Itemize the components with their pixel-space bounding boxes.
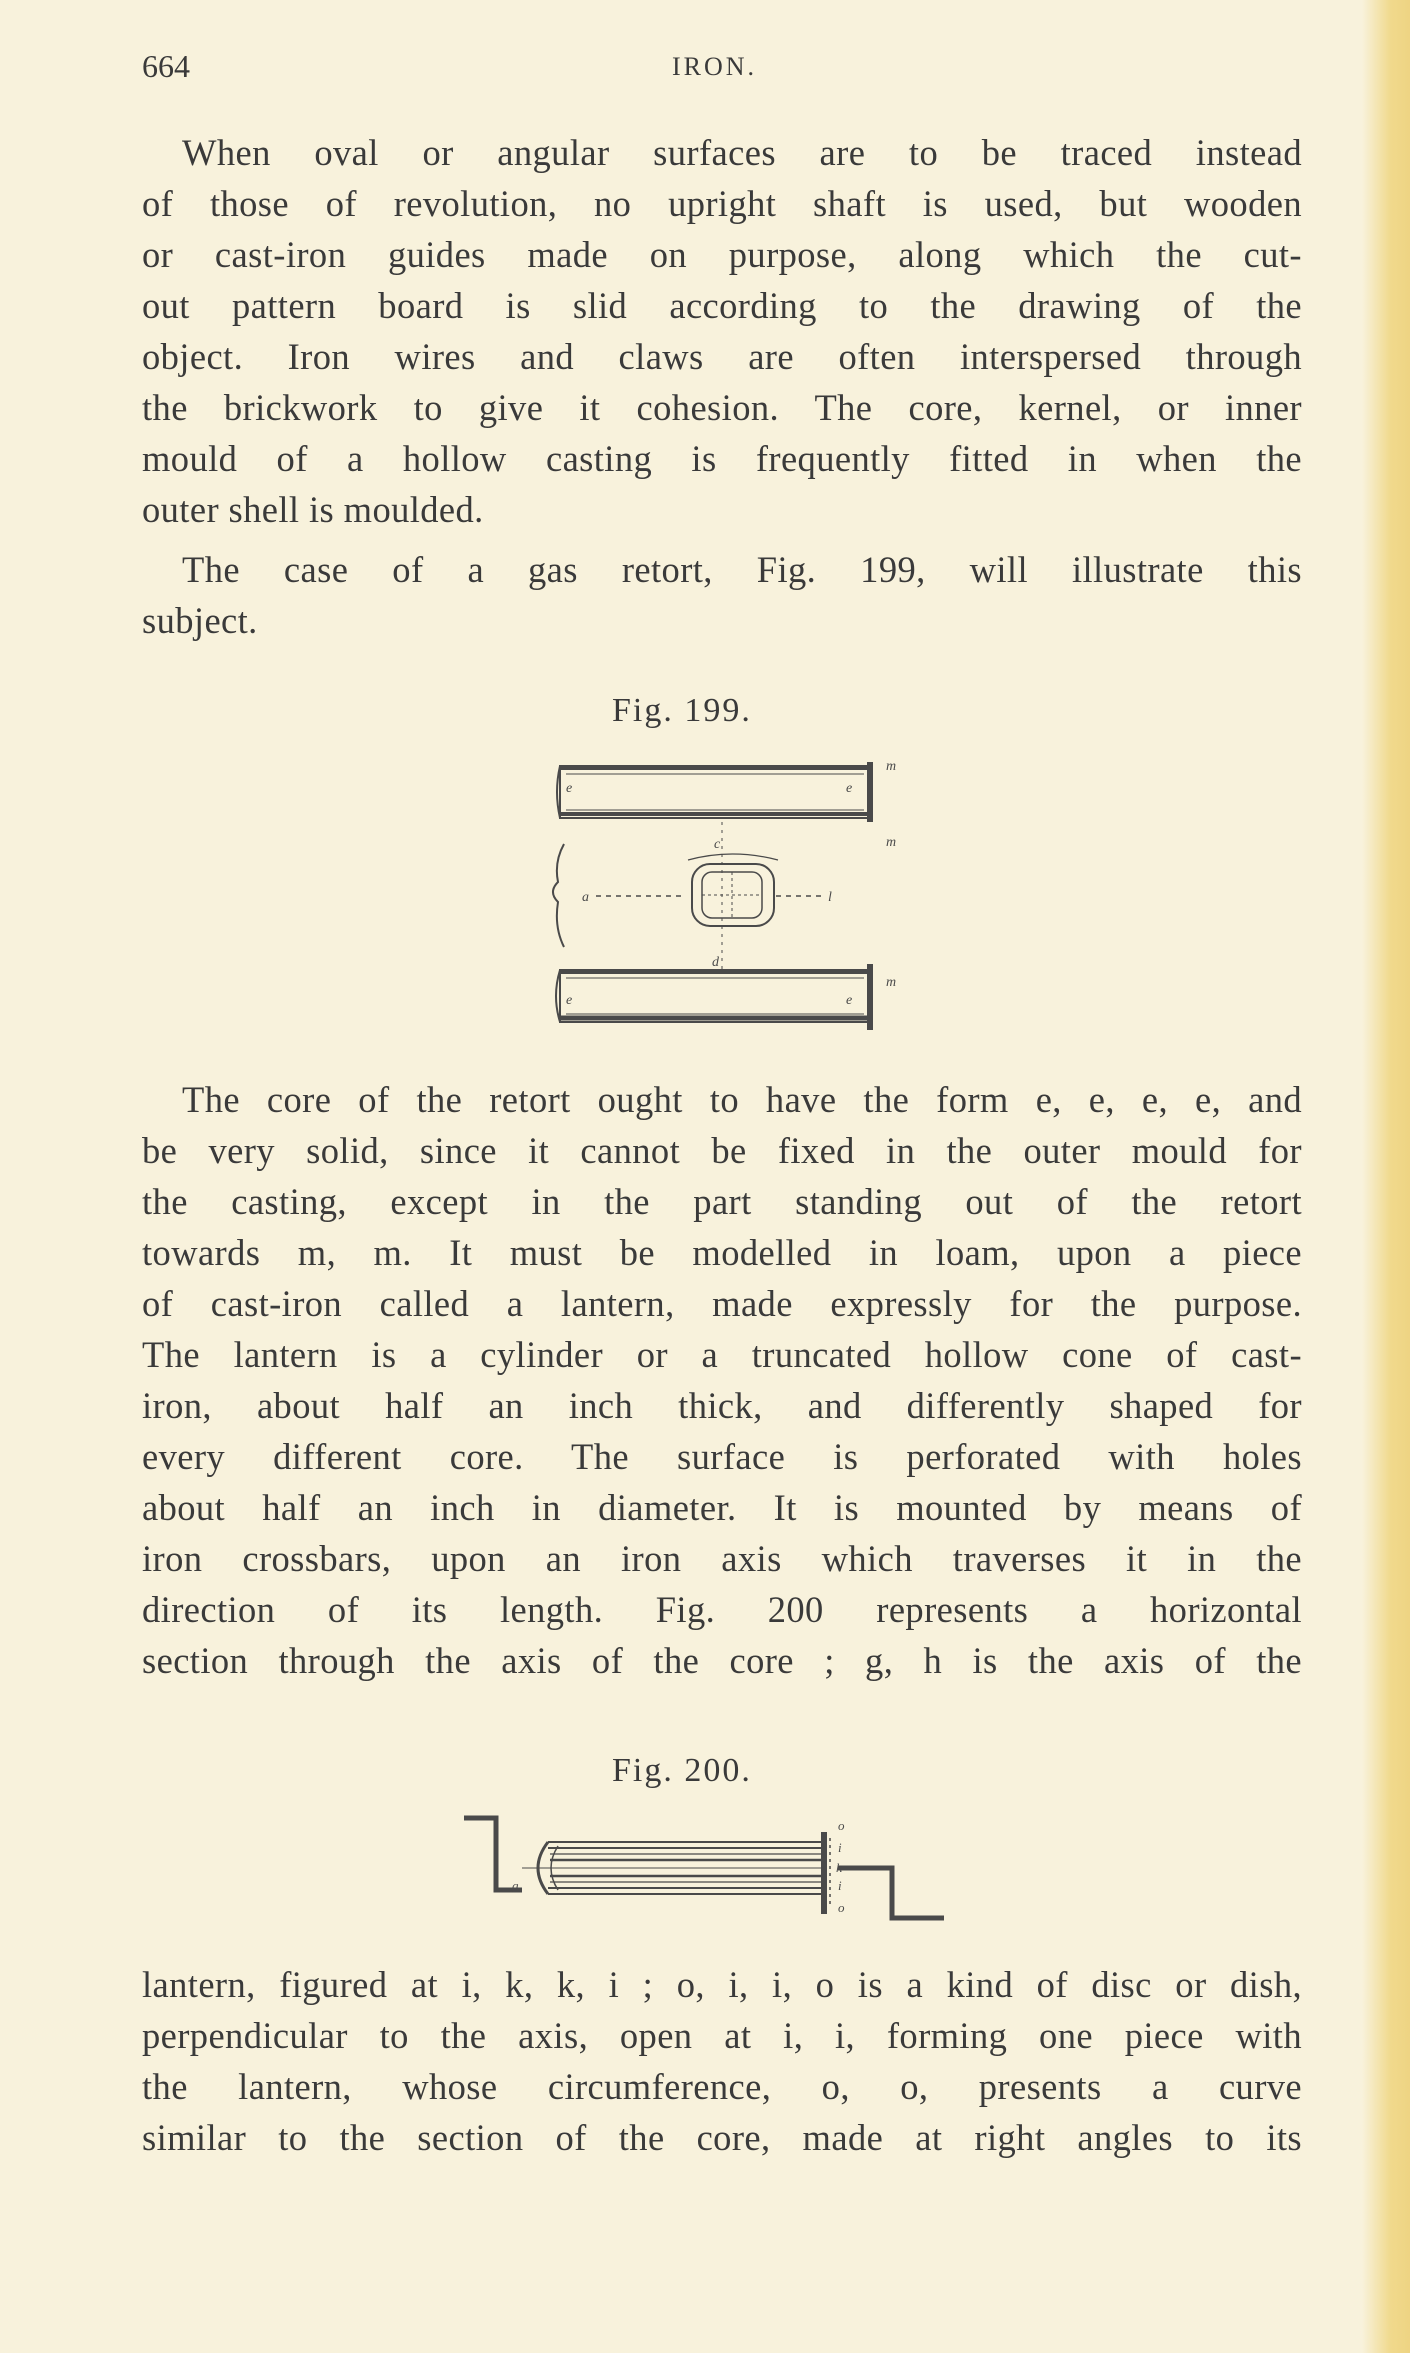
paragraph-1-line-2: of those of revolution, no upright shaft is used, but wooden bbox=[142, 183, 1302, 224]
figure-200-lantern-diagram bbox=[462, 1808, 972, 1930]
running-header bbox=[142, 48, 1302, 88]
paragraph-3-line-7: iron, about half an inch thick, and differently shaped for bbox=[142, 1385, 1302, 1426]
figure-200-label-i-bottom: i bbox=[838, 1878, 842, 1893]
paragraph-1-line-6: the brickwork to give it cohesion. The core, kernel, or inner bbox=[142, 387, 1302, 428]
paragraph-1-line-1: When oval or angular surfaces are to be traced instead bbox=[182, 132, 1302, 173]
paragraph-3-line-9: about half an inch in diameter. It is mounted by means of bbox=[142, 1487, 1302, 1528]
running-title: IRON. bbox=[672, 52, 758, 81]
paragraph-3-line-4: towards m, m. It must be modelled in loam, upon a piece bbox=[142, 1232, 1302, 1273]
figure-199-label-d: d bbox=[712, 955, 719, 970]
figure-199-label-e-1: e bbox=[566, 781, 573, 796]
paragraph-3-line-1: The core of the retort ought to have the form e, e, e, e, and bbox=[182, 1079, 1302, 1120]
figure-200-label-i-top: i bbox=[838, 1840, 842, 1855]
paragraph-4-line-1: lantern, figured at i, k, k, i ; o, i, i, o is a kind of disc or dish, bbox=[142, 1964, 1302, 2005]
figure-200-label-g: g bbox=[512, 1878, 519, 1893]
paragraph-3-line-6: The lantern is a cylinder or a truncated hollow cone of cast- bbox=[142, 1334, 1302, 1375]
paragraph-1-line-8: outer shell is moulded. bbox=[142, 489, 484, 530]
paragraph-2-line-1: The case of a gas retort, Fig. 199, will illustrate this bbox=[182, 549, 1302, 590]
paragraph-1-line-3: or cast-iron guides made on purpose, along which the cut- bbox=[142, 234, 1302, 275]
paragraph-1-line-7: mould of a hollow casting is frequently fitted in when the bbox=[142, 438, 1302, 479]
figure-199-label-a: a bbox=[582, 890, 589, 905]
paragraph-3-line-11: direction of its length. Fig. 200 represents a horizontal bbox=[142, 1589, 1302, 1630]
figure-199-label-e-3: e bbox=[566, 993, 573, 1008]
figure-200-label-h: h bbox=[836, 1860, 843, 1875]
figure-199-label-e-4: e bbox=[846, 993, 853, 1008]
paragraph-2-line-2: subject. bbox=[142, 600, 258, 641]
figure-199-label-m-middle: m bbox=[886, 835, 897, 850]
paragraph-1-line-4: out pattern board is slid according to the drawing of the bbox=[142, 285, 1302, 326]
page-edge-tint bbox=[1362, 0, 1410, 2353]
paragraph-3-line-5: of cast-iron called a lantern, made expressly for the purpose. bbox=[142, 1283, 1302, 1324]
paragraph-3-line-3: the casting, except in the part standing out of the retort bbox=[142, 1181, 1302, 1222]
figure-199-label-c: c bbox=[714, 837, 721, 852]
figure-199-label-m-bottom: m bbox=[886, 975, 897, 990]
figure-199-caption: Fig. 199. bbox=[612, 692, 752, 729]
figure-199-label-m-top: m bbox=[886, 759, 897, 774]
paragraph-3-line-12: section through the axis of the core ; g, h is the axis of the bbox=[142, 1640, 1302, 1681]
paragraph-4-line-2: perpendicular to the axis, open at i, i, forming one piece with bbox=[142, 2015, 1302, 2056]
page-number: 664 bbox=[142, 48, 190, 84]
paragraph-3-line-8: every different core. The surface is perforated with holes bbox=[142, 1436, 1302, 1477]
paragraph-4-line-4: similar to the section of the core, made at right angles to its bbox=[142, 2117, 1302, 2158]
figure-199-label-l: l bbox=[828, 890, 832, 905]
figure-199-retort-diagram bbox=[546, 752, 906, 1042]
paragraph-3-line-2: be very solid, since it cannot be fixed in the outer mould for bbox=[142, 1130, 1302, 1171]
figure-199-label-e-2: e bbox=[846, 781, 853, 796]
paragraph-3-line-10: iron crossbars, upon an iron axis which traverses it in the bbox=[142, 1538, 1302, 1579]
paragraph-1-line-5: object. Iron wires and claws are often interspersed through bbox=[142, 336, 1302, 377]
paragraph-4-line-3: the lantern, whose circumference, o, o, presents a curve bbox=[142, 2066, 1302, 2107]
figure-200-caption: Fig. 200. bbox=[612, 1752, 752, 1789]
figure-200-label-o-bottom: o bbox=[838, 1900, 845, 1915]
figure-200-label-o-top: o bbox=[838, 1818, 845, 1833]
